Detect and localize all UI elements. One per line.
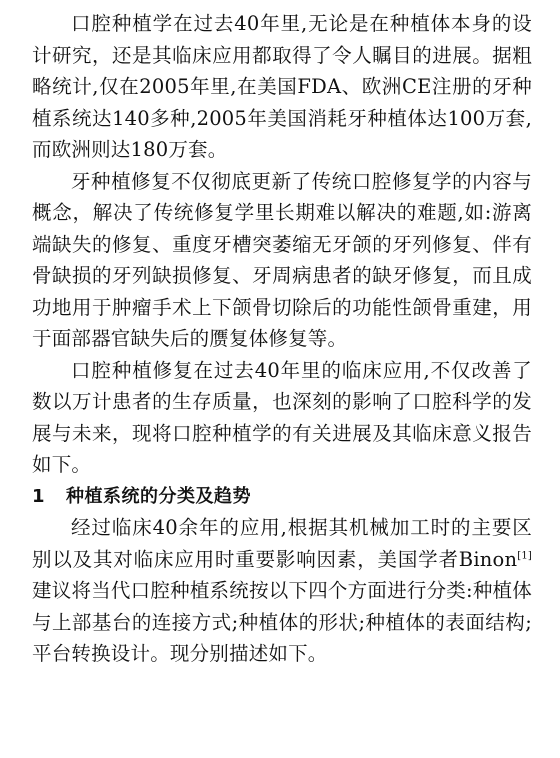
- paragraph-classification-text-2: 建议将当代口腔种植系统按以下四个方面进行分类:种植体与上部基台的连接方式;种植体的形状;种植体的表面结构;平台转换设计。现分别描述如下。: [32, 579, 532, 665]
- citation-reference[interactable]: [1]: [517, 550, 532, 561]
- paragraph-classification-text-1: 经过临床40余年的应用,根据其机械加工时的主要区别以及其对临床应用时重要影响因素，美国学者Binon: [32, 516, 532, 571]
- section-number: 1: [32, 485, 46, 507]
- document-page: [32, 8, 532, 670]
- section-title: 种植系统的分类及趋势: [66, 485, 251, 507]
- paragraph-classification: [32, 512, 532, 670]
- paragraph-intro: 口腔种植学在过去40年里,无论是在种植体本身的设计研究，还是其临床应用都取得了令人瞩目的进展。据粗略统计,仅在2005年里,在美国FDA、欧洲CE注册的牙种植系统达140多种,2005年美国消耗牙种植体达100万套,而欧洲则达180万套。: [32, 12, 532, 161]
- section-heading: [32, 481, 532, 513]
- paragraph-implant-restoration: 牙种植修复不仅彻底更新了传统口腔修复学的内容与概念，解决了传统修复学里长期难以解决的难题,如:游离端缺失的修复、重度牙槽突萎缩无牙颌的牙列修复、伴有骨缺损的牙列缺损修复、牙周病患者的缺牙修复，而且成功地用于肿瘤手术上下颌骨切除后的功能性颌骨重建，用于面部器官缺失后的赝复体修复等。: [32, 169, 532, 350]
- paragraph-clinical-application: 口腔种植修复在过去40年里的临床应用,不仅改善了数以万计患者的生存质量，也深刻的影响了口腔科学的发展与未来，现将口腔种植学的有关进展及其临床意义报告如下。: [32, 358, 532, 476]
